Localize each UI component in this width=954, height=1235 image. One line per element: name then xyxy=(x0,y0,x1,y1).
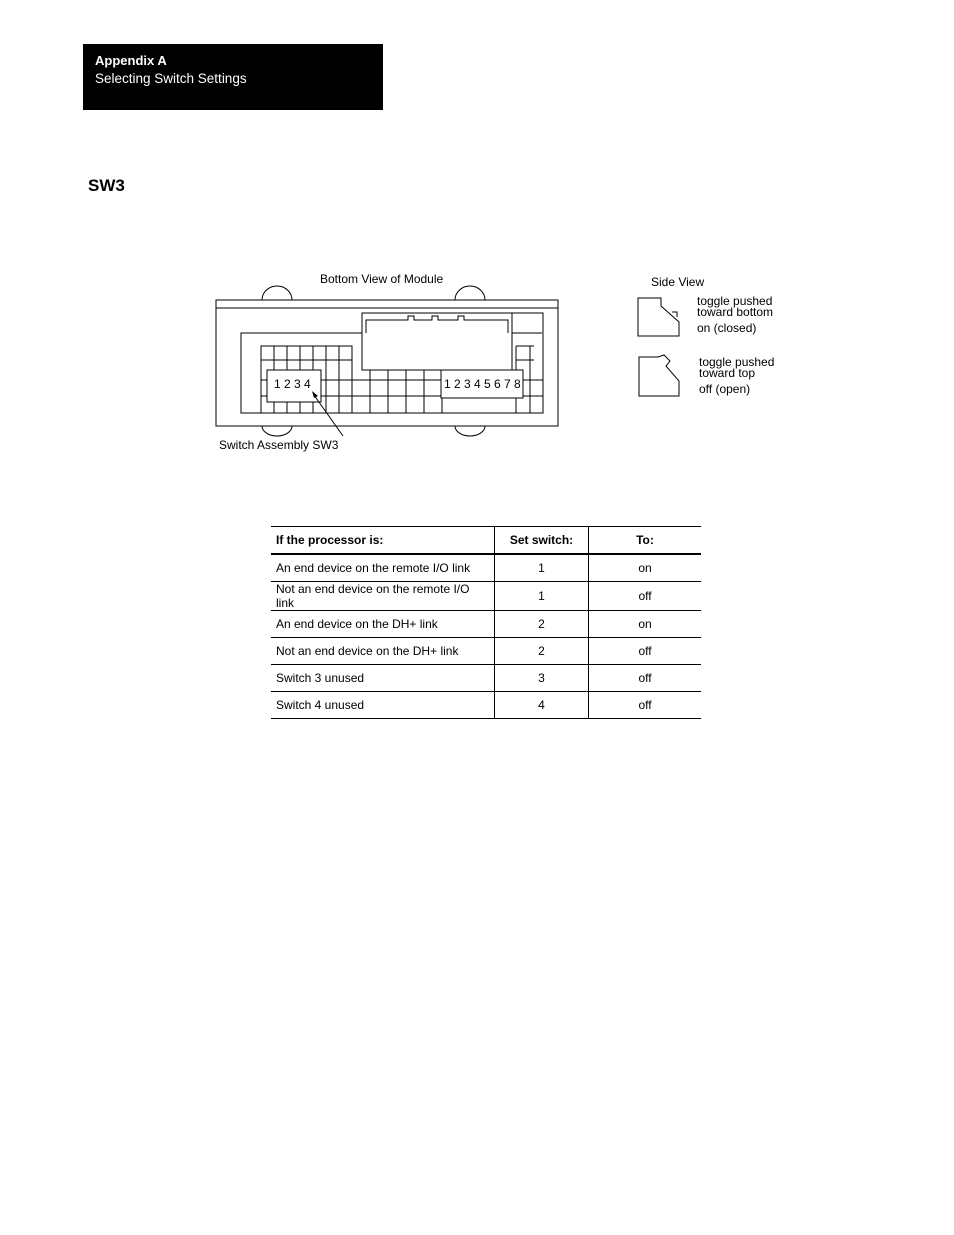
setting-cell: on xyxy=(589,554,702,582)
column-header-condition: If the processor is: xyxy=(271,527,495,555)
condition-cell: An end device on the DH+ link xyxy=(271,611,495,638)
table-row xyxy=(271,638,701,665)
off-state-line2: toward top xyxy=(699,366,756,380)
condition-cell: An end device on the remote I/O link xyxy=(271,554,495,582)
off-state-line3: off (open) xyxy=(699,382,751,396)
condition-cell: Switch 4 unused xyxy=(271,692,495,719)
switch-cell: 2 xyxy=(495,611,589,638)
module-outline xyxy=(216,286,558,436)
table-row xyxy=(271,692,701,719)
table-row xyxy=(271,554,701,582)
condition-cell: Not an end device on the remote I/O link xyxy=(271,582,495,611)
right-switch-numbers: 1 2 3 4 5 6 7 8 xyxy=(444,377,521,391)
left-switch-numbers: 1 2 3 4 xyxy=(274,377,311,391)
condition-cell: Not an end device on the DH+ link xyxy=(271,638,495,665)
switch-cell: 1 xyxy=(495,554,589,582)
section-title: SW3 xyxy=(88,176,125,195)
condition-cell: Switch 3 unused xyxy=(271,665,495,692)
table-row xyxy=(271,665,701,692)
column-header-setting: To: xyxy=(589,527,702,555)
switch-cell: 2 xyxy=(495,638,589,665)
on-state-line1: toggle pushed xyxy=(697,294,773,308)
column-header-switch: Set switch: xyxy=(495,527,589,555)
off-state-line1: toggle pushed xyxy=(699,355,775,369)
appendix-label: Appendix A xyxy=(95,53,167,68)
sw3-diagram xyxy=(0,0,954,470)
setting-cell: off xyxy=(589,638,702,665)
on-state-line2: toward bottom xyxy=(697,305,774,319)
switch-settings-table xyxy=(271,526,701,719)
side-view-label: Side View xyxy=(651,275,705,289)
switch-cell: 3 xyxy=(495,665,589,692)
bottom-view-label: Bottom View of Module xyxy=(320,272,444,286)
setting-cell: off xyxy=(589,692,702,719)
setting-cell: on xyxy=(589,611,702,638)
table-row xyxy=(271,582,701,611)
table-header-row xyxy=(271,527,701,555)
switch-assembly-label: Switch Assembly SW3 xyxy=(219,438,339,452)
switch-cell: 1 xyxy=(495,582,589,611)
on-state-line3: on (closed) xyxy=(697,321,757,335)
table-row xyxy=(271,611,701,638)
setting-cell: off xyxy=(589,665,702,692)
appendix-subtitle: Selecting Switch Settings xyxy=(95,71,247,86)
toggle-off-icon xyxy=(639,355,679,396)
switch-cell: 4 xyxy=(495,692,589,719)
setting-cell: off xyxy=(589,582,702,611)
toggle-on-icon xyxy=(638,298,679,336)
